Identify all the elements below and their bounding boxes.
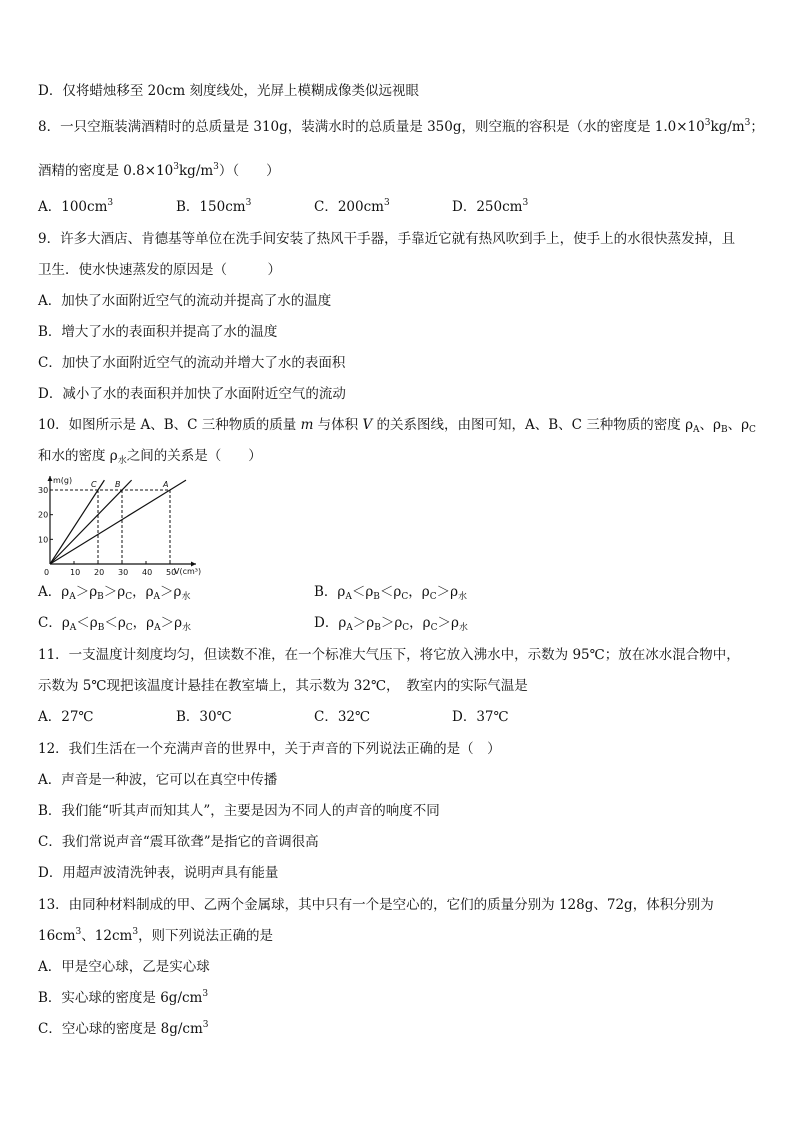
q8-stem-line1: 8．一只空瓶装满酒精时的总质量是 310g，装满水时的总质量是 350g，则空瓶的容积是（水的密度是 $1.0\times 10^3kg/m^3$； — [38, 118, 764, 135]
q9-stem-line2: 卫生．使水快速蒸发的原因是（ ） — [38, 262, 281, 278]
x-tick-label: 40 — [142, 568, 153, 577]
q12-option-b: B．我们能“听其声而知其人”，主要是因为不同人的声音的响度不同 — [38, 803, 440, 819]
q12-stem: 12．我们生活在一个充满声音的世界中，关于声音的下列说法正确的是（ ） — [38, 741, 501, 757]
q8-stem-line2: 酒精的密度是 $0.8\times 10^3kg/m^3$）（ ） — [38, 162, 280, 179]
q11-option-a: A．27℃ — [38, 709, 94, 725]
q11-option-c: C．32℃ — [314, 709, 371, 725]
q10-option-b: B．$\rho_A<\rho_B<\rho_C$，$\rho_C>\rho_水$ — [314, 584, 468, 602]
q7-option-d: D．仅将蜡烛移至 20cm 刻度线处，光屏上模糊成像类似远视眼 — [38, 83, 419, 99]
series-line-C — [50, 480, 104, 564]
q13-option-c: C．空心球的密度是 $8g/cm^3$ — [38, 1020, 209, 1037]
series-label-B: B — [115, 480, 121, 489]
y-tick-label: 30 — [38, 486, 49, 495]
series-line-B — [50, 480, 132, 564]
y-axis-label: m(g) — [53, 476, 73, 485]
q13-stem-line2: $16cm^3$、$12cm^3$，则下列说法正确的是 — [38, 927, 274, 944]
series-label-A: A — [163, 480, 169, 489]
q8-option-a: A．$100cm^3$ — [38, 198, 114, 215]
q9-stem-line1: 9．许多大酒店、肯德基等单位在洗手间安装了热风干手器，手靠近它就有热风吹到手上，使手上的水很快蒸发掉，且 — [38, 231, 736, 247]
q9-option-a: A．加快了水面附近空气的流动并提高了水的温度 — [38, 293, 332, 309]
series-label-C: C — [91, 480, 97, 489]
q10-stem-line1: 10．如图所示是 A、B、C 三种物质的质量 m 与体积 V 的关系图线，由图可知，A、B、C 三种物质的密度 $\rho_A$、$\rho_B$、$\rho_C$ — [38, 417, 756, 435]
x-axis-arrow — [191, 562, 196, 567]
q13-option-b: B．实心球的密度是 $6g/cm^3$ — [38, 989, 209, 1006]
q10-option-a: A．$\rho_A>\rho_B>\rho_C$，$\rho_A>\rho_水$ — [38, 584, 191, 602]
q8-option-d: D．$250cm^3$ — [452, 198, 529, 215]
q13-option-a: A．甲是空心球，乙是实心球 — [38, 959, 210, 975]
q11-stem-line1: 11．一支温度计刻度均匀，但读数不准，在一个标准大气压下，将它放入沸水中，示数为 95℃；放在冰水混合物中， — [38, 647, 740, 663]
mass-volume-chart — [28, 474, 208, 578]
q9-option-b: B．增大了水的表面积并提高了水的温度 — [38, 324, 278, 340]
q13-stem-line1: 13．由同种材料制成的甲、乙两个金属球，其中只有一个是空心的，它们的质量分别为 128g、72g，体积分别为 — [38, 897, 714, 913]
series-line-A — [50, 480, 186, 564]
q8-option-c: C．$200cm^3$ — [314, 198, 390, 215]
y-tick-label: 20 — [38, 510, 49, 520]
q11-stem-line2: 示数为 5℃现把该温度计悬挂在教室墙上，其示数为 32℃， 教室内的实际气温是 — [38, 678, 528, 694]
y-tick-label: 10 — [38, 535, 49, 545]
q11-option-b: B．30℃ — [176, 709, 232, 725]
x-tick-label: 10 — [70, 568, 81, 577]
q10-option-c: C．$\rho_A<\rho_B<\rho_C$，$\rho_A>\rho_水$ — [38, 615, 192, 633]
x-tick-label: 20 — [94, 568, 105, 577]
q12-option-c: C．我们常说声音“震耳欲聋”是指它的音调很高 — [38, 834, 319, 850]
q12-option-a: A．声音是一种波，它可以在真空中传播 — [38, 772, 278, 788]
q10-option-d: D．$\rho_A>\rho_B>\rho_C$，$\rho_C>\rho_水$ — [314, 615, 468, 633]
q11-option-d: D．37℃ — [452, 709, 509, 725]
q9-option-c: C．加快了水面附近空气的流动并增大了水的表面积 — [38, 355, 346, 371]
q12-option-d: D．用超声波清洗钟表，说明声具有能量 — [38, 865, 279, 881]
x-axis-label: V(cm³) — [174, 567, 202, 576]
x-tick-label: 0 — [44, 568, 50, 577]
x-tick-label: 30 — [118, 568, 129, 577]
q8-option-b: B．$150cm^3$ — [176, 198, 252, 215]
x-tick-label: 50 — [166, 568, 177, 577]
q10-stem-line2: 和水的密度 $\rho_水$之间的关系是（ ） — [38, 448, 262, 466]
q9-option-d: D．减小了水的表面积并加快了水面附近空气的流动 — [38, 386, 346, 402]
y-axis-arrow — [48, 476, 53, 481]
